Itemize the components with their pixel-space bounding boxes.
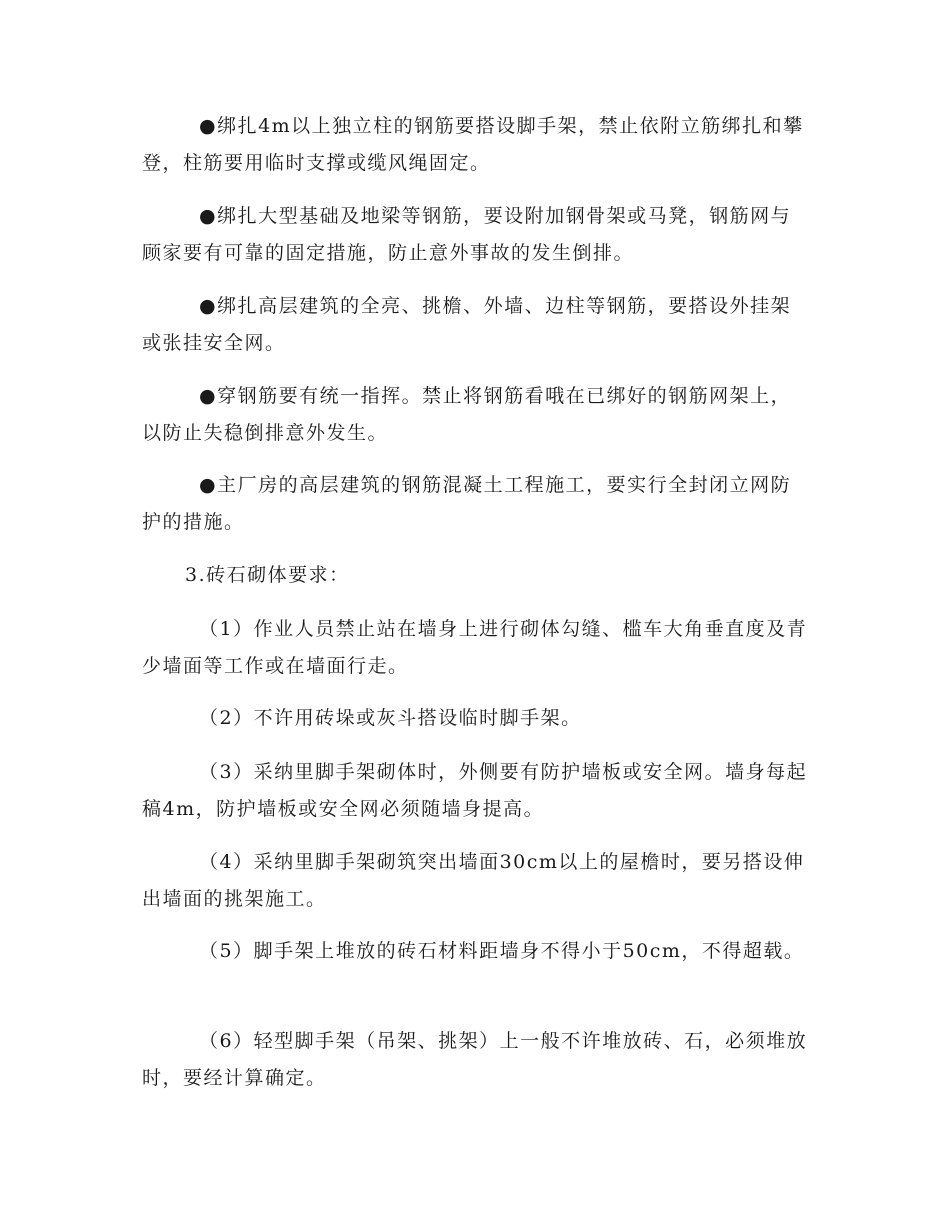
bullet-paragraph-main-plant: ●主厂房的高层建筑的钢筋混凝土工程施工，要实行全封闭立网防护的措施。 xyxy=(142,474,792,533)
item-paragraph-4: （4）采纳里脚手架砌筑突出墙面30cm以上的屋檐时，要另搭设伸出墙面的挑架施工。 xyxy=(142,851,805,910)
bullet-paragraph-highrise-rebar: ●绑扎高层建筑的全亮、挑檐、外墙、边柱等钢筋，要搭设外挂架或张挂安全网。 xyxy=(142,295,792,354)
bullet-paragraph-threading-rebar: ●穿钢筋要有统一指挥。禁止将钢筋看哦在已绑好的钢筋网架上，以防止失稳倒排意外发生。 xyxy=(142,385,792,444)
item-paragraph-6: （6）轻型脚手架（吊架、挑架）上一般不许堆放砖、石，必须堆放时，要经计算确定。 xyxy=(142,1030,808,1089)
item-paragraph-5: （5）脚手架上堆放的砖石材料距墙身不得小于50cm，不得超载。 xyxy=(199,940,805,962)
item-paragraph-3: （3）采纳里脚手架砌体时，外侧要有防护墙板或安全网。墙身每起稿4m，防护墙板或安全网必须随墙身提高。 xyxy=(142,761,808,820)
bullet-paragraph-foundation-rebar: ●绑扎大型基础及地梁等钢筋，要设附加钢骨架或马凳，钢筋网与顾家要有可靠的固定措施，防止意外事故的发生倒排。 xyxy=(142,205,792,264)
item-paragraph-1: （1）作业人员禁止站在墙身上进行砌体勾缝、槛车大角垂直度及青少墙面等工作或在墙面行走。 xyxy=(142,618,808,677)
item-paragraph-2: （2）不许用砖垛或灰斗搭设临时脚手架。 xyxy=(199,707,582,729)
section-heading-masonry: 3.砖石砌体要求： xyxy=(185,564,350,586)
bullet-paragraph-column-rebar: ●绑扎4m以上独立柱的钢筋要搭设脚手架，禁止依附立筋绑扎和攀登，柱筋要用临时支撑或缆风绳固定。 xyxy=(142,115,804,174)
